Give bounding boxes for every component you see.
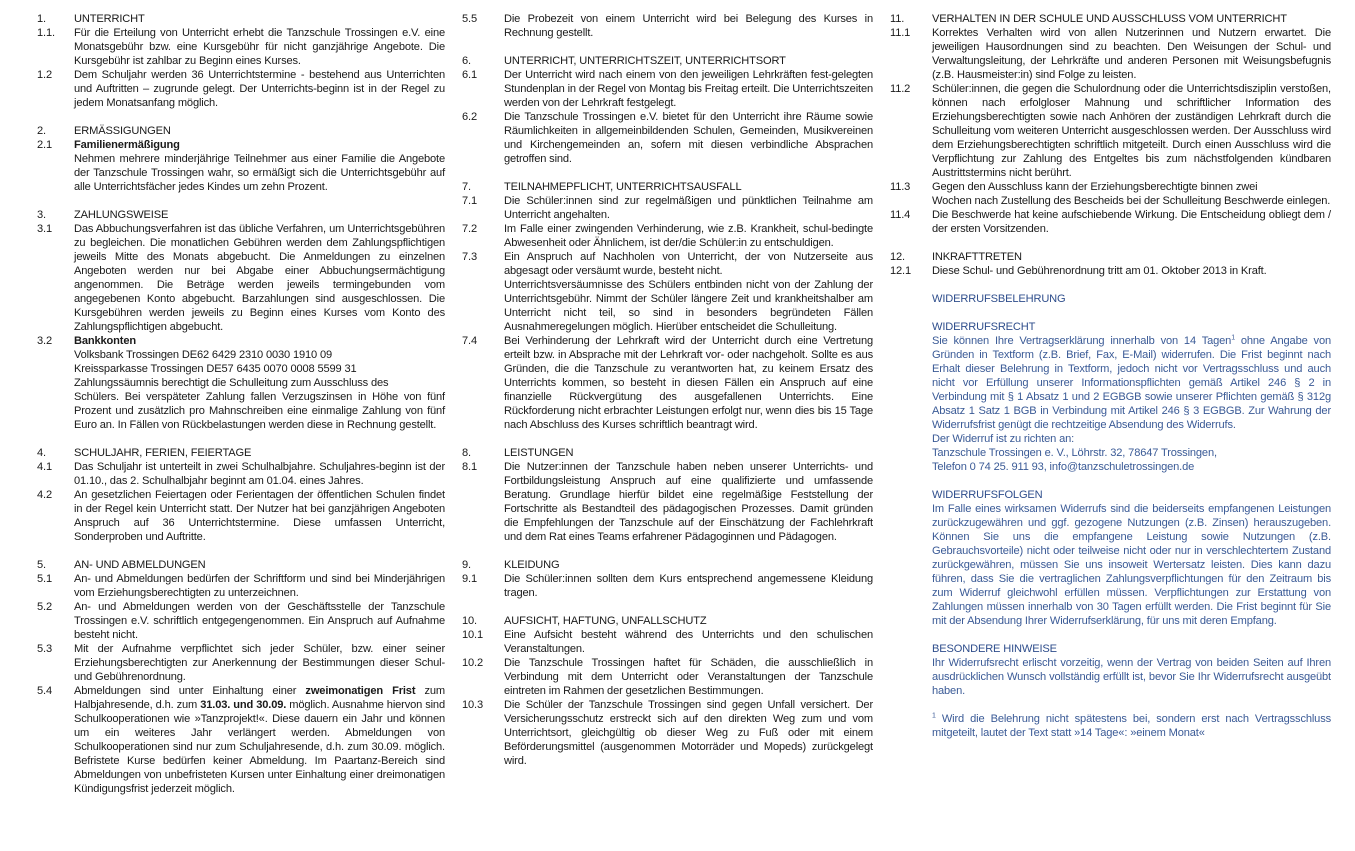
- section-unterricht: [37, 12, 445, 110]
- clause: [890, 208, 1331, 236]
- clause-number: 1.1.: [37, 27, 55, 39]
- clause-number: 7.1: [462, 195, 477, 207]
- clause-text: Der Unterricht wird nach einem von den jeweiligen Lehrkräften fest-gelegten Stundenplan in der Regel von Montag bis Freitag erteilt. Die Unterrichtszeiten werden von der Lehrkraft festgelegt.: [504, 69, 873, 109]
- clause-text: Die Beschwerde hat keine aufschiebende Wirkung. Die Entscheidung obliegt dem / der ersten Vorsitzenden.: [932, 209, 1331, 235]
- clause-text: Korrektes Verhalten wird von allen Nutzerinnen und Nutzern erwartet. Die jeweiligen Hausordnungen sind zu beachten. Den Weisungen der Schul- und Verwaltungsleitung, der Lehrkräfte und anderen Personen mit Weisungsbefugnis (z.B. Hausmeister:in) sind Folge zu leisten.: [932, 27, 1331, 81]
- section-title: TEILNAHMEPFLICHT, UNTERRICHTSAUSFALL: [504, 181, 742, 193]
- section-number: 8.: [462, 447, 471, 459]
- clause: [37, 600, 445, 642]
- section-number: 12.: [890, 251, 905, 263]
- clause: [462, 572, 873, 600]
- widerruf-heading-block: [932, 292, 1331, 306]
- clause-number: 4.1: [37, 461, 52, 473]
- clause-number: 1.2: [37, 69, 52, 81]
- clause-number: 6.2: [462, 111, 477, 123]
- section-heading: [37, 446, 445, 460]
- column-2: [462, 12, 873, 782]
- column-3: [890, 12, 1331, 754]
- clause-text: Dem Schuljahr werden 36 Unterrichtstermine - bestehend aus Unterrichten und Auftritten – zugrunde gelegt. Der Unterrichts-beginn ist in der Regel zu jedem Monatsanfang möglich.: [74, 69, 445, 109]
- clause-number: 10.3: [462, 699, 483, 711]
- widerrufsrecht-title: WIDERRUFSRECHT: [932, 321, 1036, 333]
- section-number: 3.: [37, 209, 46, 221]
- clause-body: [504, 250, 873, 334]
- contact-line: Telefon 0 74 25. 911 93, info@tanzschuletrossingen.de: [932, 461, 1195, 473]
- clause-text: An- und Abmeldungen werden von der Geschäftsstelle der Tanzschule Trossingen e.V. schriftlich entgegengenommen. Ein Anspruch auf Aufnahme besteht nicht.: [74, 601, 445, 641]
- clause-number: 11.2: [890, 83, 911, 95]
- clause-subtitle: Bankkonten: [74, 335, 136, 347]
- clause-number: 12.1: [890, 265, 911, 277]
- clause-text: Schüler:innen, die gegen die Schulordnung oder die Unterrichtsdisziplin verstoßen, können nach erfolgloser Mahnung und schriftlicher Information des Erziehungsberechtigten sowie nach Anhören der zuständigen Lehrkraft durch die Schulleitung vom weiteren Unterricht ausgeschlossen werden. Der Ausschluss wird dem Erziehungsberechtigten schriftlich mitgeteilt. Durch einen Ausschluss wird die Verpflichtung zur Zahlung des Entgeltes bis zum nächstfolgenden kündbaren Austrittstermins nicht berührt.: [932, 83, 1331, 179]
- widerrufsfolgen-block: [932, 488, 1331, 628]
- clause-number: 3.2: [37, 335, 52, 347]
- section-aufsicht: [462, 614, 873, 768]
- clause: [462, 334, 873, 432]
- section-heading: [462, 558, 873, 572]
- clause-number: 2.1: [37, 139, 52, 151]
- clause-number: 5.1: [37, 573, 52, 585]
- clause-number: 5.5: [462, 13, 477, 25]
- clause-text: Die Nutzer:innen der Tanzschule haben neben unserer Unterrichts- und Fortbildungsleistung Anspruch auf eine qualifizierte und umfassende Beratung. Grundlage hierfür bildet eine regelmäßige Feststellung der Fortschritte als Bestandteil des pädagogischen Prozesses. Damit gründen die Empfehlungen der Tanzschule auf der Einschätzung der Fachlehrkraft und dem Rat eines Teams erfahrener Pädagoginnen und Pädagogen.: [504, 461, 873, 543]
- section-title: VERHALTEN IN DER SCHULE UND AUSSCHLUSS VOM UNTERRICHT: [932, 13, 1287, 25]
- clause: [462, 460, 873, 544]
- section-leistungen: [462, 446, 873, 544]
- section-heading: [37, 558, 445, 572]
- section-kleidung: [462, 558, 873, 600]
- section-title: UNTERRICHT, UNTERRICHTSZEIT, UNTERRICHTSORT: [504, 55, 786, 67]
- footnote-number: 1: [932, 712, 936, 720]
- section-number: 9.: [462, 559, 471, 571]
- clause-text-part: zum Halbjahresende, d.h. zum: [74, 685, 445, 711]
- section-title: KLEIDUNG: [504, 559, 560, 571]
- clause-number: 11.1: [890, 27, 911, 39]
- clause-text: Das Schuljahr ist unterteilt in zwei Schulhalbjahre. Schuljahres-beginn ist der 01.10., das 2. Schulhalbjahr beginnt am 01.04. eines Jahres.: [74, 461, 445, 487]
- clause-text: Schülers. Bei verspäteter Zahlung fallen Verzugszinsen in Höhe von fünf Prozent und zusätzlich pro Mahnschreiben eine einmalige Zahlung von fünf Euro an. In Fällen von Rückbelastungen werden diese in Rechnung gestellt.: [74, 391, 445, 431]
- clause-number: 6.1: [462, 69, 477, 81]
- section-heading: [462, 180, 873, 194]
- clause-body: [932, 180, 1331, 208]
- section-zahlungsweise: [37, 208, 445, 432]
- clause-text: An- und Abmeldungen bedürfen der Schriftform und sind bei Minderjährigen vom Erziehungsberechtigten zu unterzeichnen.: [74, 573, 445, 599]
- clause: [890, 264, 1331, 278]
- clause-text: Für die Erteilung von Unterricht erhebt die Tanzschule Trossingen e.V. eine Monatsgebühr bzw. eine Kursgebühr für nicht ganzjährige Angebote. Die Kursgebühr ist zahlbar zu Beginn eines Kurses.: [74, 27, 445, 67]
- clause-text-part: möglich. Ausnahme hiervon sind Schulkooperationen wie »Tanzprojekt!«. Diese dauern ein Jahr und können um ein weiteres Jahr verlängert werden. Abmeldungen von Schulkooperationen sind nur zum Schuljahresende, d.h. zum 30.09. möglich. Befristete Kurse bedürfen keiner Abmeldung. Im Paartanz-Bereich sind Abmeldungen von unbefristeten Kursen unter Einhaltung einer dreimonatigen Kündigungsfrist jederzeit möglich.: [74, 699, 445, 795]
- section-title: UNTERRICHT: [74, 13, 145, 25]
- widerrufsrecht-block: [932, 320, 1331, 474]
- clause-number: 10.2: [462, 657, 483, 669]
- clause: [37, 460, 445, 488]
- clause: [462, 222, 873, 250]
- besondere-hinweise-text: Ihr Widerrufsrecht erlischt vorzeitig, wenn der Vertrag von beiden Seiten auf Ihren ausdrücklichen Wunsch vollständig erfüllt ist, bevor Sie Ihr Widerrufsrecht ausgeübt haben.: [932, 657, 1331, 697]
- section-number: 1.: [37, 13, 46, 25]
- bold-deadline: zweimonatigen Frist: [305, 685, 416, 697]
- clause-number: 11.4: [890, 209, 911, 221]
- section-number: 11.: [890, 13, 905, 25]
- clause-text: Das Abbuchungsverfahren ist das übliche Verfahren, um Unterrichtsgebühren zu begleichen. Die monatlichen Gebühren werden dem Zahlungspflichtigen jeweils Mitte des Monats abgebucht. Die Anmeldungen zu einzelnen Angeboten werden nur bei Abgabe einer Abbuchungsermächtigung angenommen. Die Beträge werden jeweils termingebunden vom angegebenen Konto abgebucht. Barzahlungen sind ausgeschlossen. Die Kursgebühren werden jeweils zu Beginn eines Kurses vom Konto des Zahlungspflichtigen abgebucht.: [74, 223, 445, 333]
- widerrufsrecht-text: [932, 334, 1331, 432]
- clause-text: Im Falle einer zwingenden Verhinderung, wie z.B. Krankheit, schul-bedingte Abwesenheit oder Ähnlichem, ist der/die Schüler:in zu entschuldigen.: [504, 223, 873, 249]
- clause-text: Diese Schul- und Gebührenordnung tritt am 01. Oktober 2013 in Kraft.: [932, 265, 1267, 277]
- section-title: AN- UND ABMELDUNGEN: [74, 559, 206, 571]
- clause: [37, 488, 445, 544]
- clause-number: 10.1: [462, 629, 483, 641]
- section-number: 2.: [37, 125, 46, 137]
- widerrufsrecht-text-a: Sie können Ihre Vertragserklärung innerhalb von 14 Tagen: [932, 335, 1232, 347]
- section-schuljahr: [37, 446, 445, 544]
- clause: [462, 656, 873, 698]
- clause-number: 5.3: [37, 643, 52, 655]
- bank-account-volksbank: Volksbank Trossingen DE62 6429 2310 0030 1910 09: [74, 349, 333, 361]
- clause: [890, 82, 1331, 180]
- clause-text: Die Tanzschule Trossingen e.V. bietet für den Unterricht ihre Räume sowie Räumlichkeiten in allgemeinbildenden Schulen, Gemeinden, Musikvereinen und Kirchengemeinden an, sofern mit diesen verbindliche Absprachen getroffen sind.: [504, 111, 873, 165]
- clause-number: 3.1: [37, 223, 52, 235]
- clause-text: Ein Anspruch auf Nachholen von Unterricht, der von Nutzerseite aus abgesagt oder versäumt wurde, besteht nicht.: [504, 251, 873, 277]
- section-verhalten: [890, 12, 1331, 236]
- section-heading: [37, 208, 445, 222]
- section-heading: [37, 124, 445, 138]
- section-heading: [37, 12, 445, 26]
- section-title: LEISTUNGEN: [504, 447, 574, 459]
- clause-subtitle: Familienermäßigung: [74, 139, 180, 151]
- clause-text: [74, 684, 445, 796]
- section-heading: [462, 614, 873, 628]
- clause-text-line: Gegen den Ausschluss kann der Erziehungsberechtigte binnen zwei: [932, 181, 1258, 193]
- bank-account-kreissparkasse: Kreissparkasse Trossingen DE57 6435 0070 0008 5599 31: [74, 363, 357, 375]
- clause-number: 8.1: [462, 461, 477, 473]
- section-unterrichtsort: [462, 54, 873, 166]
- clause-number: 7.4: [462, 335, 477, 347]
- section-an-abmeldungen-cont: [462, 12, 873, 40]
- section-number: 7.: [462, 181, 471, 193]
- clause-text: Nehmen mehrere minderjährige Teilnehmer aus einer Familie die Angebote der Tanzschule Trossingen wahr, so ermäßigt sich die Unterrichtsgebühr auf alle Unterrichtsfächer jedes Kindes um zehn Prozent.: [74, 153, 445, 193]
- besondere-hinweise-block: [932, 642, 1331, 698]
- address-intro: Der Widerruf ist zu richten an:: [932, 433, 1075, 445]
- address-line: Tanzschule Trossingen e. V., Löhrstr. 32, 78647 Trossingen,: [932, 447, 1217, 459]
- clause-text: Die Tanzschule Trossingen haftet für Schäden, die ausschließlich in Verbindung mit dem Unterricht oder Veranstaltungen der Tanzschule eintreten im Rahmen der gesetzlichen Bestimmungen.: [504, 657, 873, 697]
- clause-number: 11.3: [890, 181, 911, 193]
- section-ermaessigungen: [37, 124, 445, 194]
- clause: [462, 12, 873, 40]
- clause-text-line: Zahlungssäumnis berechtigt die Schulleitung zum Ausschluss des: [74, 377, 389, 389]
- clause: [890, 180, 1331, 208]
- clause: [37, 68, 445, 110]
- clause-text: Die Schüler:innen sollten dem Kurs entsprechend angemessene Kleidung tragen.: [504, 573, 873, 599]
- widerrufsrecht-text-b: ohne Angabe von Gründen in Textform (z.B. Brief, Fax, E-Mail) widerrufen. Die Frist beginnt nach Erhalt dieser Belehrung in Textform, jedoch nicht vor Vertragsschluss und auch nicht vor Erfüllung unserer Informationspflichten gemäß Artikel 246 § 2 in Verbindung mit § 1 Absatz 1 und 2 EGBGB sowie unserer Pflichten gemäß § 312g Absatz 1 Satz 1 BGB in Verbindung mit Artikel 246 § 3 EGBGB. Zur Wahrung der Widerrufsfrist genügt die rechtzeitige Absendung des Widerrufs.: [932, 335, 1331, 431]
- clause: [37, 138, 445, 194]
- clause: [462, 110, 873, 166]
- section-title: SCHULJAHR, FERIEN, FEIERTAGE: [74, 447, 252, 459]
- bold-dates: 31.03. und 30.09.: [200, 699, 287, 711]
- clause-text: Bei Verhinderung der Lehrkraft wird der Unterricht durch eine Vertretung erteilt bzw. in Absprache mit der Lehrkraft vor- oder nachgeholt. Sollte es aus Gründen, die die Tanzschule zu verantworten hat, zu keinem Ersatz des Unterrichts kommen, so besteht in diesen Fällen ein Anspruch auf eine finanzielle Rückvergütung des ausgefallenen Unterrichts. Eine Rückforderung nicht erbrachter Leistungen erfolgt nur, wenn dies bis 15 Tage nach Abschluss des Kurses schriftlich beantragt wird.: [504, 335, 873, 431]
- clause-number: 7.3: [462, 251, 477, 263]
- clause-number: 7.2: [462, 223, 477, 235]
- clause: [462, 250, 873, 334]
- section-number: 6.: [462, 55, 471, 67]
- clause-body: [74, 138, 445, 194]
- section-title: ERMÄSSIGUNGEN: [74, 125, 171, 137]
- clause-text: Die Probezeit von einem Unterricht wird bei Belegung des Kurses in Rechnung gestellt.: [504, 13, 873, 39]
- clause-text: Unterrichtsversäumnisse des Schülers entbinden nicht von der Zahlung der Unterrichtsgebühr. Nimmt der Schüler längere Zeit und krankheitshalber am Unterricht nicht teil, so sind in besonders begründeten Fällen Ausnahmeregelungen möglich. Hierüber entscheidet die Schulleitung.: [504, 279, 873, 333]
- clause-text: Die Schüler:innen sind zur regelmäßigen und pünktlichen Teilnahme am Unterricht angehalten.: [504, 195, 873, 221]
- clause-number: 5.2: [37, 601, 52, 613]
- clause: [37, 572, 445, 600]
- clause-text: Mit der Aufnahme verpflichtet sich jeder Schüler, bzw. einer seiner Erziehungsberechtigten zur Anerkennung der Bestimmungen dieser Schul- und Gebührenordnung.: [74, 643, 445, 683]
- section-number: 4.: [37, 447, 46, 459]
- section-heading: [890, 250, 1331, 264]
- footnote: [932, 712, 1331, 740]
- clause-body: [74, 334, 445, 432]
- widerrufsfolgen-title: WIDERRUFSFOLGEN: [932, 489, 1043, 501]
- clause-number: 4.2: [37, 489, 52, 501]
- clause: [37, 334, 445, 432]
- clause-text: Eine Aufsicht besteht während des Unterrichts und den schulischen Veranstaltungen.: [504, 629, 873, 655]
- clause: [37, 222, 445, 334]
- footnote-marker: 1: [1231, 334, 1235, 342]
- section-number: 10.: [462, 615, 477, 627]
- clause: [37, 26, 445, 68]
- section-number: 5.: [37, 559, 46, 571]
- clause: [37, 642, 445, 684]
- clause-number: 5.4: [37, 685, 52, 697]
- clause-text-part: Abmeldungen sind unter Einhaltung einer: [74, 685, 306, 697]
- clause-number: 9.1: [462, 573, 477, 585]
- besondere-hinweise-title: BESONDERE HINWEISE: [932, 643, 1057, 655]
- section-teilnahmepflicht: [462, 180, 873, 432]
- widerrufsfolgen-text: Im Falle eines wirksamen Widerrufs sind die beiderseits empfangenen Leistungen zurückzugewähren und ggf. gezogene Nutzungen (z.B. Zinsen) herauszugeben. Können Sie uns die empfangene Leistung sowie Nutzungen (z.B. Gebrauchsvorteile) nicht oder teilweise nicht oder nur in verschlechtertem Zustand zurückgewähren, müssen Sie uns insoweit Wertersatz leisten. Dies kann dazu führen, dass Sie die vertraglichen Zahlungsverpflichtungen für den Zeitraum bis zum Widerruf gleichwohl erfüllen müssen. Verpflichtungen zur Erstattung von Zahlungen müssen innerhalb von 30 Tagen erfüllt werden. Die Frist beginnt für Sie mit der Absendung Ihrer Widerrufserklärung, für uns mit deren Empfang.: [932, 503, 1331, 627]
- clause: [462, 628, 873, 656]
- section-an-abmeldungen: [37, 558, 445, 796]
- section-heading: [462, 446, 873, 460]
- widerrufsbelehrung: [932, 292, 1331, 740]
- clause-text: Wochen nach Zustellung des Bescheids bei der Schulleitung Beschwerde einlegen.: [932, 195, 1331, 207]
- clause-text: An gesetzlichen Feiertagen oder Ferientagen der öffentlichen Schulen findet in der Regel kein Unterricht statt. Der Nutzer hat bei ganzjährigen Angeboten Anspruch auf 36 Unterrichtstermine. Diese umfassen Unterricht, Sonderproben und Auftritte.: [74, 489, 445, 543]
- footnote-text: Wird die Belehrung nicht spätestens bei, sondern erst nach Vertragsschluss mitgeteilt, lautet der Text statt »14 Tage«: »einem Monat«: [932, 713, 1331, 739]
- section-title: INKRAFTTRETEN: [932, 251, 1022, 263]
- section-inkrafttreten: [890, 250, 1331, 278]
- section-heading: [890, 12, 1331, 26]
- section-title: AUFSICHT, HAFTUNG, UNFALLSCHUTZ: [504, 615, 707, 627]
- clause-text: Die Schüler der Tanzschule Trossingen sind gegen Unfall versichert. Der Versicherungsschutz erstreckt sich auf den direkten Weg zum und vom Unterrichtsort, gleichgültig ob dieser Weg zu Fuß oder mit einem Beförderungsmittel (ausgenommen Motorräder und Mopeds) zurückgelegt wird.: [504, 699, 873, 767]
- clause: [462, 68, 873, 110]
- widerruf-title: WIDERRUFSBELEHRUNG: [932, 293, 1066, 305]
- clause: [462, 698, 873, 768]
- clause: [462, 194, 873, 222]
- section-heading: [462, 54, 873, 68]
- section-title: ZAHLUNGSWEISE: [74, 209, 169, 221]
- clause: [37, 684, 445, 796]
- clause: [890, 26, 1331, 82]
- column-1: [37, 12, 445, 810]
